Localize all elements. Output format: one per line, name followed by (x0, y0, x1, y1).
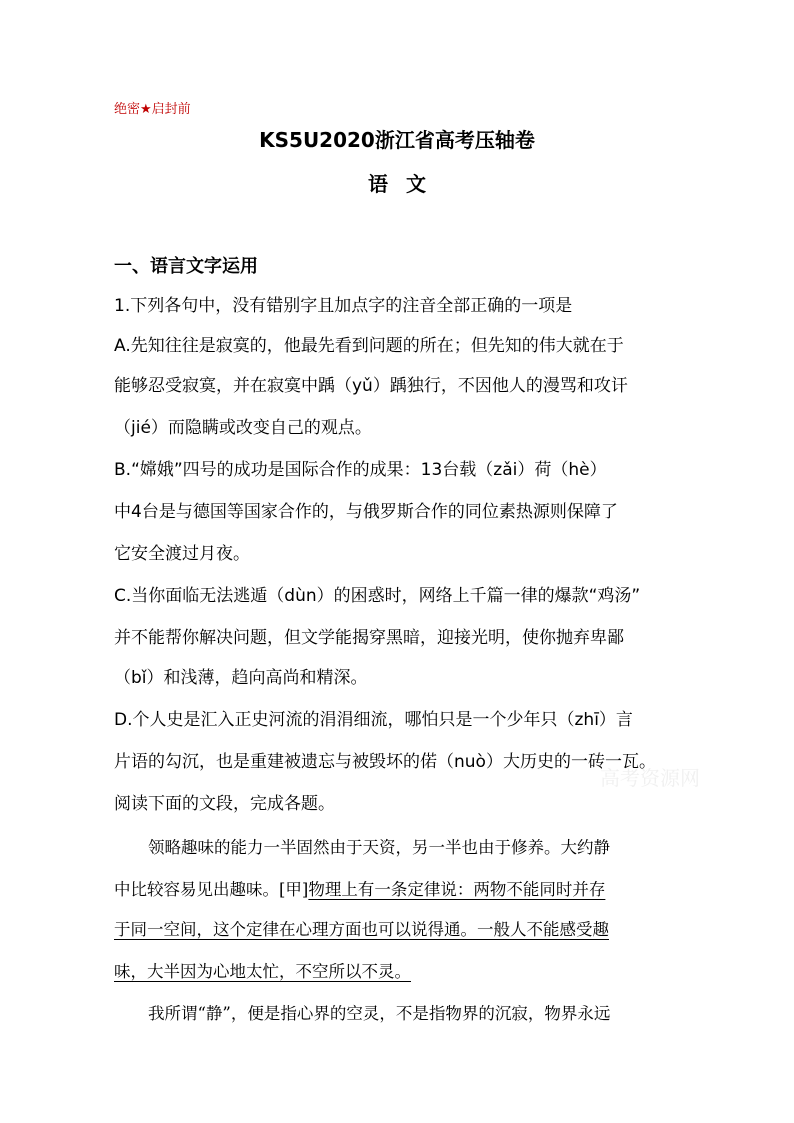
confidential-left: 绝密 (114, 102, 141, 117)
reading-instruction: 阅读下面的文段，完成各题。 (114, 794, 335, 814)
confidential-label (114, 98, 191, 117)
underlined-sentence-b: 于同一空间，这个定律在心理方面也可以说得通。一般人不能感受趣 (114, 920, 609, 939)
passage-line-2-plain: 中比较容易见出趣味。[甲] (114, 880, 309, 899)
option-c-line-1: C.当你面临无法逃遁（dùn）的困惑时，网络上千篇一律的爆款“鸡汤” (114, 586, 641, 606)
option-b-line-2: 中4台是与德国等国家合作的，与俄罗斯合作的同位素热源则保障了 (114, 502, 618, 522)
star-icon: ★ (140, 102, 152, 117)
underlined-sentence-a: 物理上有一条定律说：两物不能同时并存 (308, 880, 606, 899)
section-heading: 一、语言文字运用 (114, 256, 258, 277)
option-a-line-2: 能够忍受寂寞，并在寂寞中踽（yǔ）踽独行，不因他人的漫骂和攻讦 (114, 376, 628, 396)
passage-line-3 (114, 918, 684, 942)
passage-line-1: 领略趣味的能力一半固然由于天资，另一半也由于修养。大约静 (148, 838, 610, 857)
underlined-sentence-c: 味，大半因为心地太忙，不空所以不灵。 (114, 962, 411, 981)
option-d-line-1: D.个人史是汇入正史河流的涓涓细流，哪怕只是一个少年只（zhī）言 (114, 710, 633, 730)
option-c-line-3: （bǐ）和浅薄，趋向高尚和精深。 (114, 668, 368, 688)
option-d-line-2: 片语的勾沉，也是重建被遗忘与被毁坏的偌（nuò）大历史的一砖一瓦。 (114, 752, 656, 772)
watermark: 高考资源网 (600, 766, 700, 790)
exam-subject: 语文 (368, 172, 444, 196)
confidential-right: 启封前 (151, 102, 191, 117)
exam-title: KS5U2020浙江省高考压轴卷 (259, 128, 535, 152)
passage-line-4 (114, 960, 684, 984)
option-c-line-2: 并不能帮你解决问题，但文学能揭穿黑暗，迎接光明，使你抛弃卑鄙 (114, 628, 624, 648)
option-b-line-3: 它安全渡过月夜。 (114, 544, 250, 564)
question-stem: 1.下列各句中，没有错别字且加点字的注音全部正确的一项是 (114, 296, 573, 316)
passage-line-2 (114, 878, 684, 902)
option-a-line-3: （jié）而隐瞒或改变自己的观点。 (114, 418, 372, 438)
option-a-line-1: A.先知往往是寂寞的，他最先看到问题的所在；但先知的伟大就在于 (114, 336, 624, 356)
option-b-line-1: B.“嫦娥”四号的成功是国际合作的成果：13台载（zǎi）荷（hè） (114, 460, 607, 480)
passage-line-5: 我所谓“静”，便是指心界的空灵，不是指物界的沉寂，物界永远 (148, 1004, 611, 1023)
